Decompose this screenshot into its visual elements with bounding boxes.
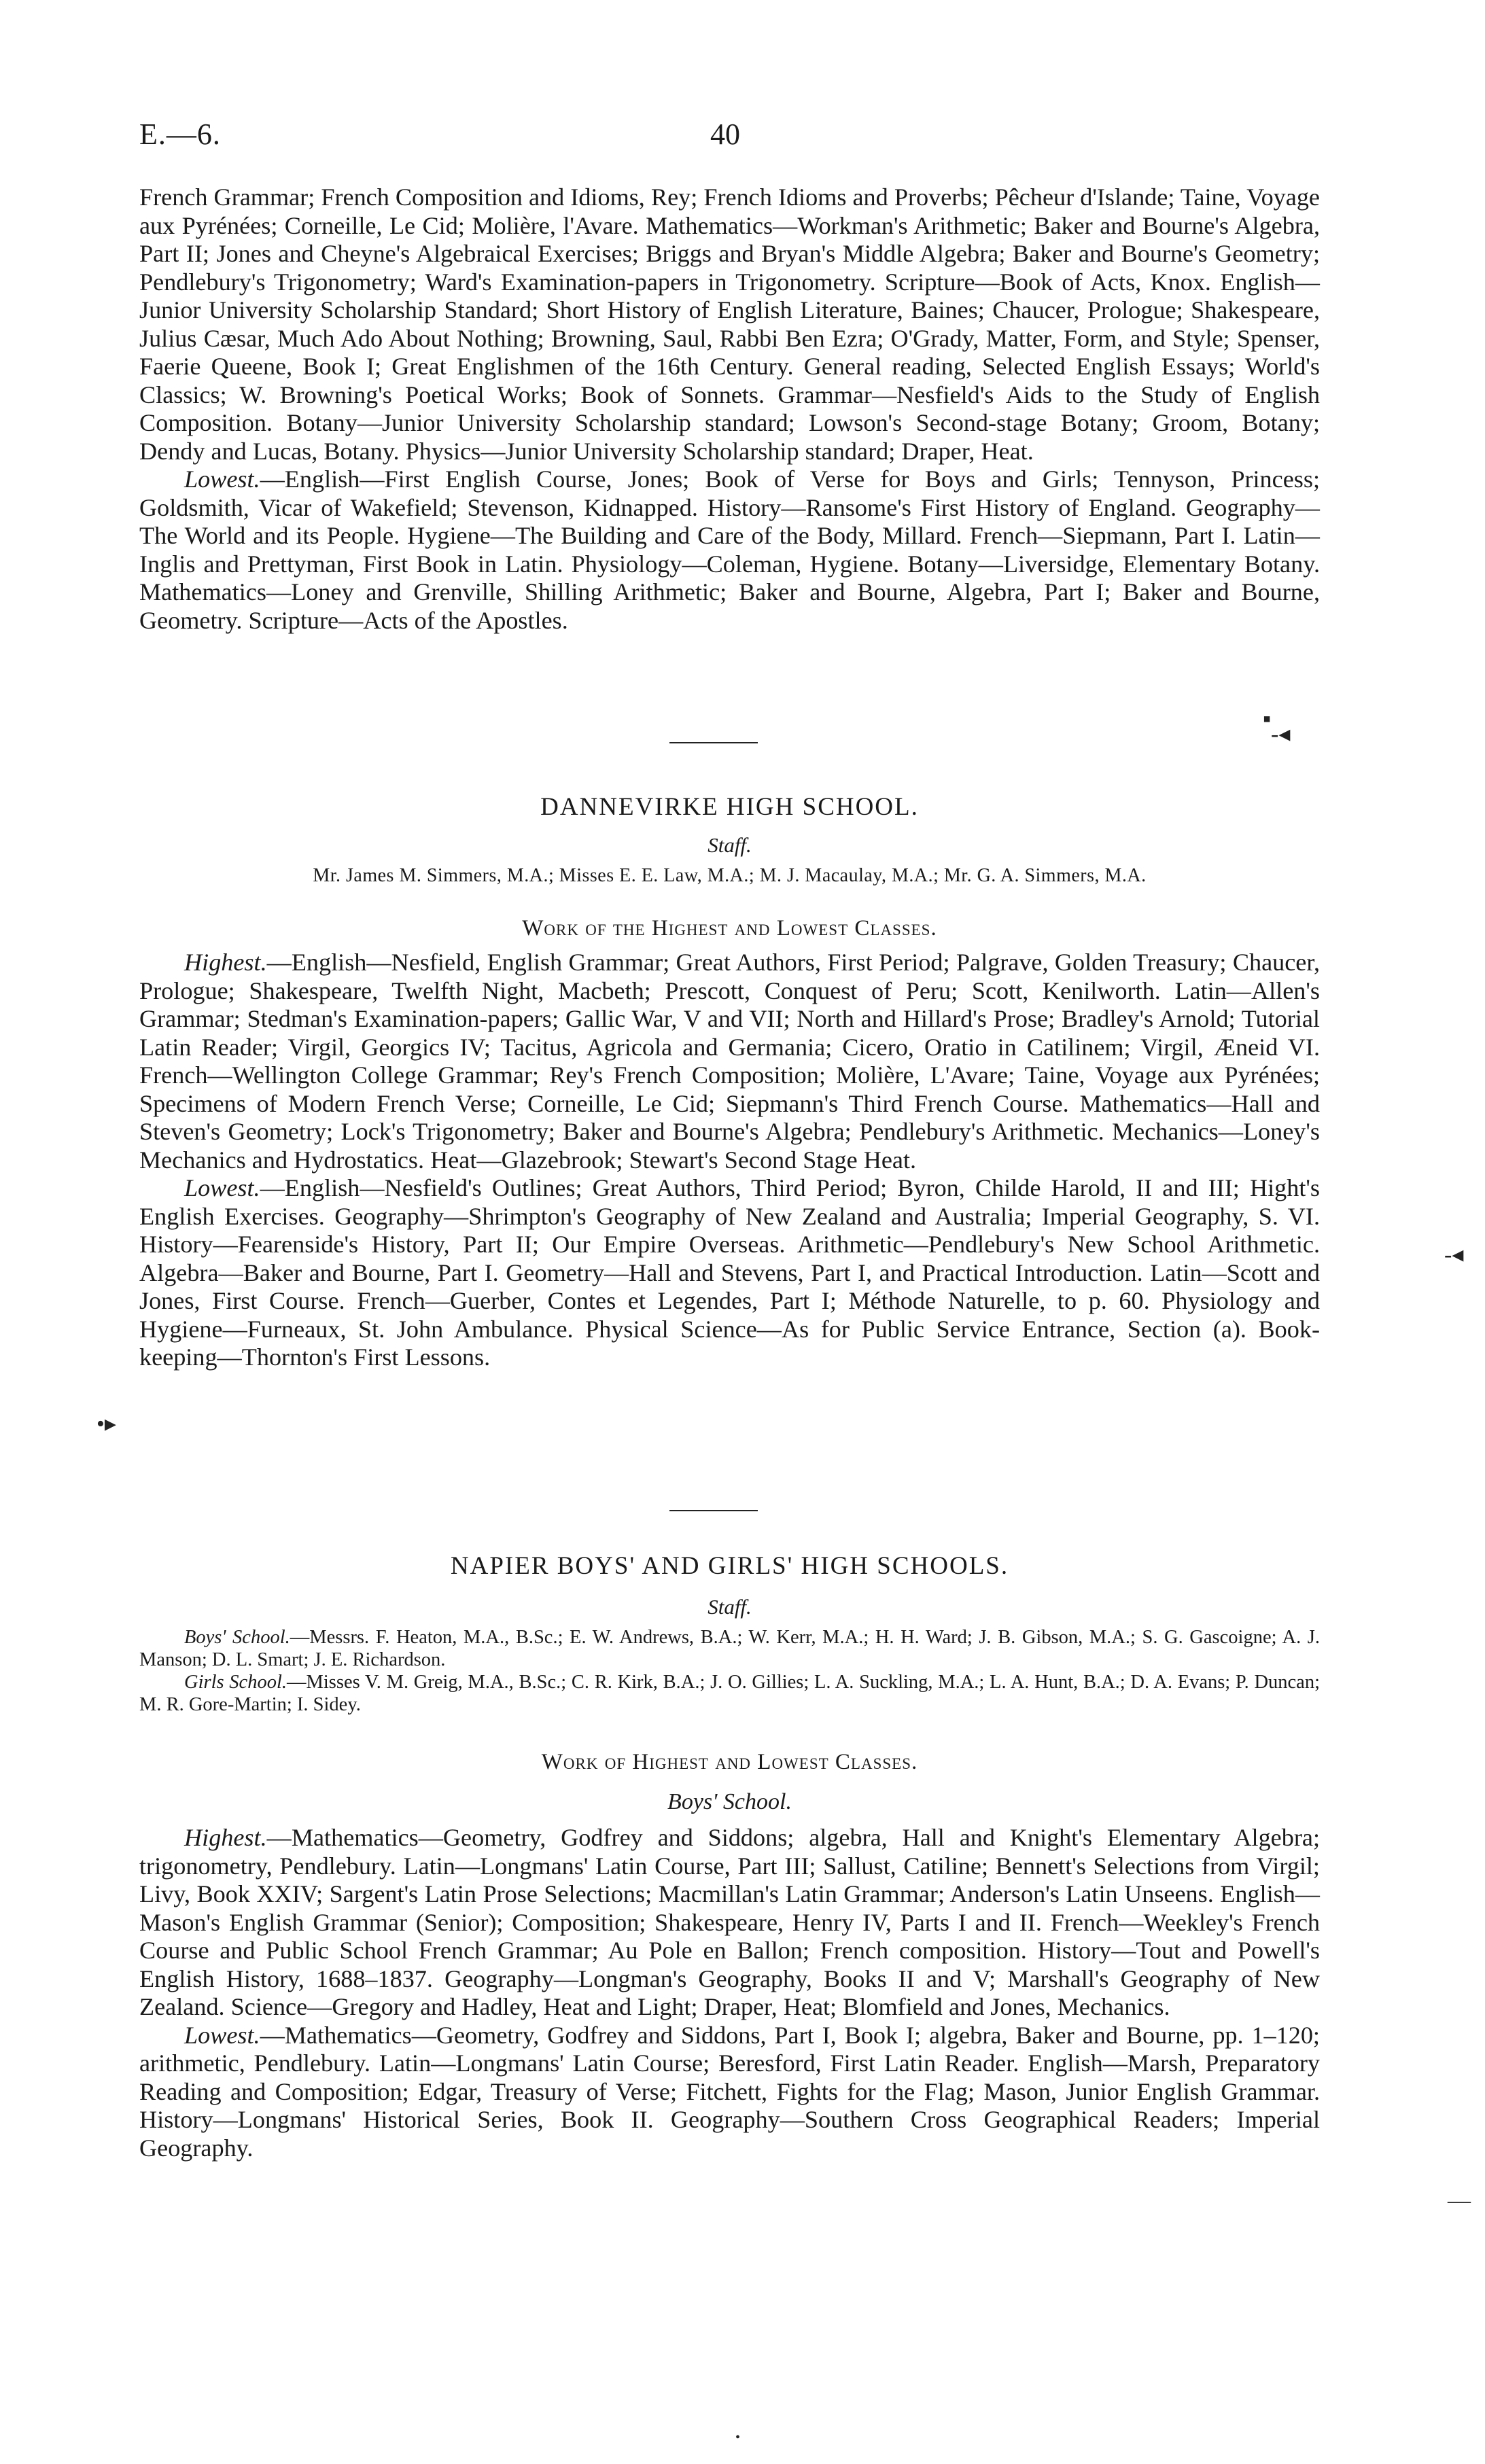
dannevirke-staff-list: Mr. James M. Simmers, M.A.; Misses E. E. Law, M.A.; M. J. Macaulay, M.A.; Mr. G. A. Simmers, M.A. (313, 865, 1147, 886)
margin-mark: -◂ (1271, 722, 1291, 747)
girls-staff-label: Girls School. (184, 1672, 287, 1693)
napier-boys-heading: Boys' School. (667, 1789, 792, 1814)
napier-staff-section (139, 1626, 1320, 1716)
continued-section (139, 183, 1320, 635)
highest-label: Highest. (184, 1824, 267, 1851)
continued-paragraph: French Grammar; French Composition and Idioms, Rey; French Idioms and Proverbs; Pêcheur d'Islande; Taine, Voyage aux Pyrénées; Corneille, Le Cid; Molière, l'Avare. Mathematics—Workman's Arithmetic; Baker and Bourne's Algebra, Part II; Jones and Cheyne's Algebraical Exercises; Briggs and Bryan's Middle Algebra; Baker and Bourne's Geometry; Pendlebury's Trigonometry; Ward's Examination-papers in Trigonometry. Scripture—Book of Acts, Knox. English—Junior University Scholarship Standard; Short History of English Literature, Baines; Chaucer, Prologue; Shakespeare, Julius Cæsar, Much Ado About Nothing; Browning, Saul, Rabbi Ben Ezra; O'Grady, Matter, Form, and Style; Spenser, Faerie Queene, Book I; Great Englishmen of the 16th Century. General reading, Selected English Essays; World's Classics; W. Browning's Poetical Works; Book of Sonnets. Grammar—Nesfield's Aids to the Study of English Composition. Botany—Junior University Scholarship standard; Lowson's Second-stage Botany; Groom, Botany; Dendy and Lucas, Botany. Physics—Junior University Scholarship standard; Draper, Heat. (139, 183, 1320, 465)
girls-staff-list: —Misses V. M. Greig, M.A., B.Sc.; C. R. Kirk, B.A.; J. O. Gillies; L. A. Suckling, M.A.; L. A. Hunt, B.A.; D. A. Evans; P. Duncan; M. R. Gore-Martin; I. Sidey. (139, 1672, 1320, 1715)
margin-mark: -◂ (1444, 1242, 1464, 1267)
dannevirke-section (139, 949, 1320, 1372)
margin-mark: — (1448, 2188, 1471, 2213)
highest-text: —Mathematics—Geometry, Godfrey and Siddons; algebra, Hall and Knight's Elementary Algebra; trigonometry, Pendlebury. Latin—Longmans' Latin Course, Part III; Sallust, Catiline; Bennett's Selections from Virgil; Livy, Book XXIV; Sargent's Latin Prose Selections; Macmillan's Latin Grammar; Anderson's Latin Unseens. English—Mason's English Grammar (Senior); Composition; Shakespeare, Henry IV, Parts I and II. French—Weekley's French Course and Public School French Grammar; Au Pole en Ballon; French composition. History—Tout and Powell's English History, 1688–1837. Geography—Longman's Geography, Books II and V; Marshall's Geography of New Zealand. Science—Gregory and Hadley, Heat and Light; Draper, Heat; Blomfield and Jones, Mechanics. (139, 1824, 1320, 2020)
highest-text: —English—Nesfield, English Grammar; Great Authors, First Period; Palgrave, Golden Treasury; Chaucer, Prologue; Shakespeare, Twelfth Night, Macbeth; Prescott, Conquest of Peru; Scott, Kenilworth. Latin—Allen's Grammar; Stedman's Examination-papers; Gallic War, V and VII; North and Hillard's Prose; Bradley's Arnold; Tutorial Latin Reader; Virgil, Georgics IV; Tacitus, Agricola and Germania; Cicero, Oratio in Catilinem; Virgil, Æneid VI. French—Wellington College Grammar; Rey's French Composition; Molière, L'Avare; Taine, Voyage aux Pyrénées; Specimens of Modern French Verse; Corneille, Le Cid; Siepmann's Third French Course. Mathematics—Hall and Steven's Geometry; Lock's Trigonometry; Baker and Bourne's Algebra; Pendlebury's Arithmetic. Mechanics—Loney's Mechanics and Hydrostatics. Heat—Glazebrook; Stewart's Second Stage Heat. (139, 949, 1320, 1174)
napier-girls-staff (139, 1671, 1320, 1716)
lowest-text: —Mathematics—Geometry, Godfrey and Siddons, Part I, Book I; algebra, Baker and Bourne, pp. 1–120; arithmetic, Pendlebury. Latin—Longmans' Latin Course; Beresford, First Latin Reader. English—Marsh, Preparatory Reading and Composition; Edgar, Treasury of Verse; Fitchett, Fights for the Flag; Mason, Junior English Grammar. History—Longmans' Historical Series, Book II. Geography—Southern Cross Geographical Readers; Imperial Geography. (139, 2021, 1320, 2162)
lowest-text: —English—Nesfield's Outlines; Great Authors, Third Period; Byron, Childe Harold, II and III; Hight's English Exercises. Geography—Shrimpton's Geography of New Zealand and Australia; Imperial Geography, S. VI. History—Fearenside's History, Part II; Our Empire Overseas. Arithmetic—Pendlebury's New School Arithmetic. Algebra—Baker and Bourne, Part I. Geometry—Hall and Stevens, Part I, and Practical Introduction. Latin—Scott and Jones, First Course. French—Guerber, Contes et Legendes, Part I; Méthode Naturelle, to p. 60. Physiology and Hygiene—Furneaux, St. John Ambulance. Physical Science—As for Public Service Entrance, Section (a). Book-keeping—Thornton's First Lessons. (139, 1174, 1320, 1371)
dannevirke-highest-paragraph (139, 949, 1320, 1174)
lowest-label: Lowest. (184, 465, 260, 493)
continued-lowest-paragraph (139, 465, 1320, 635)
dannevirke-work-heading: Work of the Highest and Lowest Classes. (522, 916, 937, 940)
margin-mark: ▪ (1263, 707, 1272, 732)
dannevirke-lowest-paragraph (139, 1174, 1320, 1372)
margin-mark: •▸ (97, 1411, 116, 1437)
section-divider (669, 742, 758, 743)
napier-highest-paragraph (139, 1824, 1320, 2022)
napier-work-heading: Work of Highest and Lowest Classes. (541, 1750, 918, 1774)
napier-boys-staff (139, 1626, 1320, 1671)
boys-staff-list: —Messrs. F. Heaton, M.A., B.Sc.; E. W. Andrews, B.A.; W. Kerr, M.A.; H. H. Ward; J. B. Gibson, M.A.; S. G. Gascoigne; A. J. Manson; D. L. Smart; J. E. Richardson. (139, 1627, 1320, 1670)
dannevirke-staff-heading: Staff. (707, 833, 752, 857)
lowest-label: Lowest. (184, 2021, 260, 2049)
lowest-text: —English—First English Course, Jones; Book of Verse for Boys and Girls; Tennyson, Princess; Goldsmith, Vicar of Wakefield; Stevenson, Kidnapped. History—Ransome's First History of England. Geography—The World and its People. Hygiene—The Building and Care of the Body, Millard. French—Siepmann, Part I. Latin—Inglis and Prettyman, First Book in Latin. Physiology—Coleman, Hygiene. Botany—Liversidge, Elementary Botany. Mathematics—Loney and Grenville, Shilling Arithmetic; Baker and Bourne, Algebra, Part I; Baker and Bourne, Geometry. Scripture—Acts of the Apostles. (139, 465, 1320, 634)
napier-title: NAPIER BOYS' AND GIRLS' HIGH SCHOOLS. (450, 1552, 1009, 1580)
napier-lowest-paragraph (139, 2022, 1320, 2163)
napier-section (139, 1824, 1320, 2162)
dannevirke-title: DANNEVIRKE HIGH SCHOOL. (540, 793, 919, 821)
napier-staff-heading: Staff. (707, 1595, 752, 1619)
section-divider (669, 1510, 758, 1511)
highest-label: Highest. (184, 949, 267, 976)
page-reference: E.—6. (139, 118, 221, 151)
page-number: 40 (710, 118, 740, 151)
margin-mark: • (735, 2430, 741, 2445)
lowest-label: Lowest. (184, 1174, 260, 1201)
boys-staff-label: Boys' School. (184, 1627, 290, 1648)
